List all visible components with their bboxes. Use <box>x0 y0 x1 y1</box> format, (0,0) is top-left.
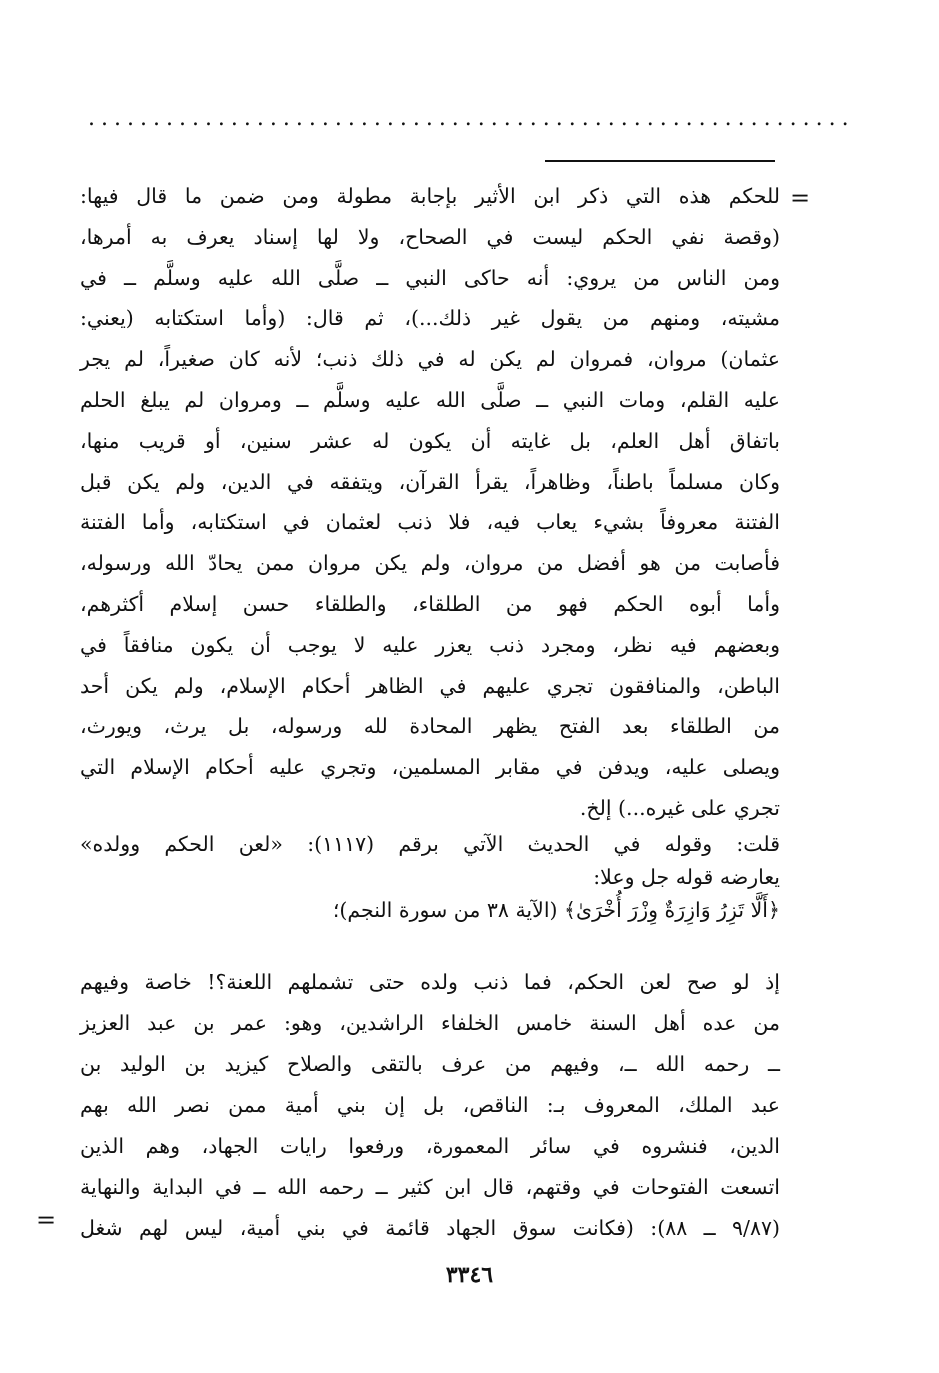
quran-verse-line: ﴿أَلَّا تَزِرُ وَازِرَةٌ وِزْرَ أُخْرَىٰ﴾ (الآية ٣٨ من سورة النجم)؛ <box>332 898 780 922</box>
final-line: من عده أهل السنة خامس الخلفاء الراشدين، وهو: عمر بن عبد العزيز <box>80 1011 780 1035</box>
final-line: عبد الملك، المعروف بـ: الناقص، بل إن بني أمية ممن نصر الله بهم <box>80 1093 780 1117</box>
footnote-text <box>80 176 780 829</box>
footnote-line: باتفاق أهل العلم، بل غايته أن يكون له عشر سنين، أو قريب منها، <box>80 428 780 453</box>
footnote-line: ومن الناس من يروي: أنه حاكى النبي ــ صلَّى الله عليه وسلَّم ــ في <box>80 265 780 290</box>
note-line: قلت: وقوله في الحديث الآتي برقم (١١١٧): «لعن الحكم وولده» <box>80 832 781 856</box>
continuation-mark-top: = <box>790 184 811 212</box>
final-line: (٩/٨٧ ــ ٨٨): (فكانت سوق الجهاد قائمة في بني أمية، ليس لهم شغل <box>80 1216 780 1240</box>
final-line: الدين، فنشروه في سائر المعمورة، ورفعوا رايات الجهاد، وهم الذين <box>80 1134 780 1158</box>
footnote-line: وبعضهم فيه نظر، ومجرد ذنب يعزر عليه لا يوجب أن يكون منافقاً في <box>80 632 780 657</box>
footnote-line: مشيته، ومنهم من يقول غير ذلك...)، ثم قال: (وأما استكتابه (يعني: <box>80 306 780 331</box>
note-line: يعارضه قوله جل وعلا: <box>593 865 780 889</box>
footnote-line: وأما أبوه الحكم فهو من الطلقاء، والطلقاء حسن إسلام أكثرهم، <box>80 591 780 616</box>
footnote-line: ويصلى عليه، ويدفن في مقابر المسلمين، وتجري عليه أحكام الإسلام التي <box>80 755 780 780</box>
page-number: ٣٣٤٦ <box>445 1262 494 1288</box>
footnote-line: الباطن، والمنافقون تجري عليهم في الظاهر أحكام الإسلام، ولم يكن أحد <box>80 673 780 698</box>
footnote-line: الفتنة معروفاً بشيء يعاب فيه، فلا ذنب لعثمان في استكتابه، وأما الفتنة <box>80 510 780 535</box>
final-line: ــ رحمه الله ــ، وفيهم من عرف بالتقى والصلاح كيزيد بن الوليد بن <box>80 1052 780 1076</box>
note-paragraph <box>80 828 780 927</box>
final-line: اتسعت الفتوحات في وقتهم، قال ابن كثير ــ رحمه الله ــ في البداية والنهاية <box>80 1175 780 1199</box>
continuation-mark-bottom: = <box>36 1206 57 1234</box>
footnote-line: عثمان) مروان، فمروان لم يكن له في ذلك ذنب؛ لأنه كان صغيراً، لم يجر <box>80 347 780 372</box>
dotted-separator: ........................................................... <box>88 106 855 131</box>
footnote-line: عليه القلم، ومات النبي ــ صلَّى الله عليه وسلَّم ــ ومروان لم يبلغ الحلم <box>80 387 780 412</box>
footnote-line: فأصابت من هو أفضل من مروان، ولم يكن مروان ممن يحادّ الله ورسوله، <box>80 551 780 576</box>
footnote-line: (وقصة نفي الحكم ليست في الصحاح، ولا لها إسناد يعرف به أمرها، <box>80 224 780 249</box>
final-line: إذ لو صح لعن الحكم، فما ذنب ولده حتى تشملهم اللعنة؟! خاصة وفيهم <box>80 970 780 994</box>
footnote-rule <box>545 160 775 162</box>
final-paragraph <box>80 962 780 1249</box>
footnote-line: وكان مسلماً باطناً، وظاهراً، يقرأ القرآن، ويتفقه في الدين، ولم يكن قبل <box>80 469 780 494</box>
footnote-line: تجري على غيره...) إلخ. <box>579 795 780 820</box>
footnote-line: للحكم هذه التي ذكر ابن الأثير بإجابة مطولة ومن ضمن ما قال فيها: <box>80 184 780 208</box>
footnote-line: من الطلقاء بعد الفتح يظهر المحادة لله ورسوله، بل يرث، ويورث، <box>80 714 780 739</box>
